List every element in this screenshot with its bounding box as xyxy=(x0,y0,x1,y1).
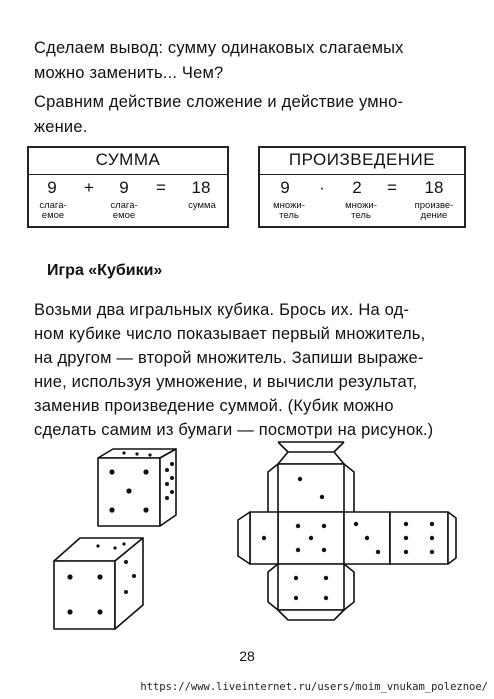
intro-line: жение. xyxy=(34,118,88,136)
equals-sign: = xyxy=(156,178,166,197)
game-heading: Игра «Кубики» xyxy=(47,262,163,279)
intro-line: Сделаем вывод: сумму одинаковых слагаемых xyxy=(34,39,404,57)
cube-net xyxy=(238,442,456,620)
equals-sign: = xyxy=(387,178,397,197)
label-addend-1: слага- емое xyxy=(39,200,67,221)
plus-sign: + xyxy=(84,178,94,197)
factor-1: 9 xyxy=(280,178,290,197)
die-top xyxy=(98,449,176,526)
label-factor-2: множи- тель xyxy=(345,200,377,221)
intro-line: Сравним действие сложение и действие умно- xyxy=(34,93,404,111)
dot-sign: · xyxy=(319,178,325,197)
die-bottom xyxy=(54,538,143,629)
game-line: сделать самим из бумаги — посмотри на рисунок.) xyxy=(34,421,434,439)
game-line: на другом — второй множитель. Запиши выраже- xyxy=(34,349,424,367)
product-title: ПРОИЗВЕДЕНИЕ xyxy=(288,150,436,169)
addend-1: 9 xyxy=(47,178,57,197)
game-line: Возьми два игральных кубика. Брось их. На од- xyxy=(34,301,410,319)
source-url[interactable]: https://www.liveinternet.ru/users/moim_vnukam_poleznoe/ xyxy=(140,681,488,693)
addend-2: 9 xyxy=(119,178,129,197)
game-line: ние, используя умножение, и вычисли результат, xyxy=(34,373,418,391)
intro-line: можно заменить... Чем? xyxy=(34,64,224,82)
sum-title: СУММА xyxy=(95,150,161,169)
sum-value: 18 xyxy=(191,178,211,197)
label-factor-1: множи- тель xyxy=(273,200,305,221)
game-line: заменив произведение суммой. (Кубик можно xyxy=(34,397,394,415)
game-line: ном кубике число показывает первый множитель, xyxy=(34,325,426,343)
product-value: 18 xyxy=(424,178,444,197)
factor-2: 2 xyxy=(352,178,362,197)
label-sum: сумма xyxy=(188,200,216,211)
page-number: 28 xyxy=(239,648,255,664)
label-addend-2: слага- емое xyxy=(110,200,138,221)
label-product: произве- дение xyxy=(414,200,454,221)
